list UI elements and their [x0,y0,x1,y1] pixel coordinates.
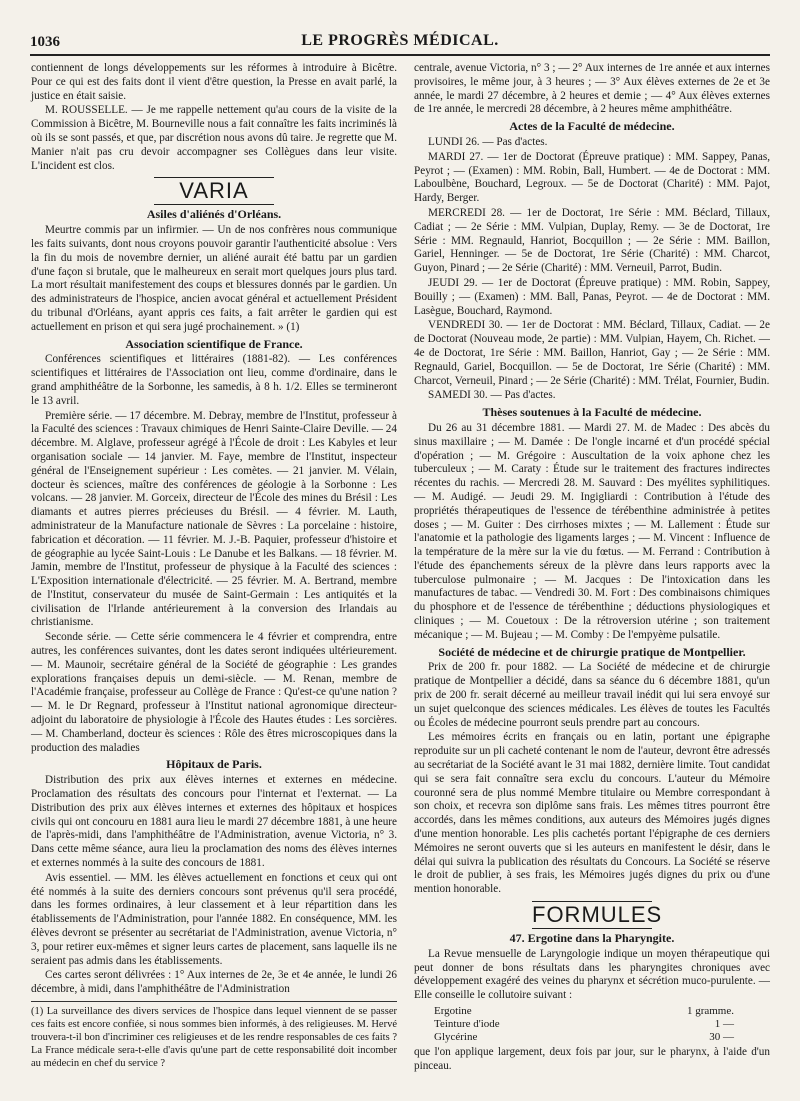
prescription-line [434,1005,770,1018]
paragraph: Distribution des prix aux élèves internes et externes en médecine. Proclamation des résultats des concours pour l'internat et l'externat. — La Distribution des prix aux élèves internes et externes des hôpitaux et hospices civils qui ont concouru en 1881 aura lieu le mardi 27 décembre 1881, à une heure de l'après-midi, dans l'amphithéâtre de l'Administration, avenue Victoria, n° 3. Dans cette même séance, aura lieu la proclamation des noms des élèves internes et externes nommés à la suite des concours de 1881. [31,774,397,870]
paragraph: SAMEDI 30. — Pas d'actes. [428,389,556,402]
paragraph: Les mémoires écrits en français ou en latin, portant une épigraphe reproduite sur un pli cacheté contenant le nom de l'auteur, devront être adressés au secrétariat de la Société avant le 31 mai 1882, dernière limite. Tout candidat qui se sera fait connaître sera exclu du concours. L'auteur du Mémoire couronné sera de plus nommé Membre titulaire ou Membre correspondant à son choix, et recevra son diplôme sans frais. Les mêmes titres pourront être accordés, dans les mêmes conditions, aux auteurs des Mémoires jugés dignes d'une mention honorable. Les plis cachetés portant l'épigraphe de ces derniers Mémoires ne seront ouverts que si les auteurs en manifestent le désir, dans le délai qui suivra la publication des résultats du Concours. La Société se réserve le droit de publier, à ses frais, les Mémoires jugés dignes du prix ou d'une mention honorable. [414,731,770,896]
section-heading: Hôpitaux de Paris. [166,757,262,772]
paragraph: MARDI 27. — 1er de Doctorat (Épreuve pratique) : MM. Sappey, Panas, Peyrot ; — (Examen) : MM. Robin, Ball, Humbert. — 4e de Doctorat : MM. Laboulbène, Bouchard, Legroux. — 5e de Doctorat (Charité) : MM. Pajot, Hardy, Berger. [414,150,770,205]
paragraph: Avis essentiel. — MM. les élèves actuellement en fonctions et ceux qui ont été nommés à la suite des derniers concours sont prévenus qu'il sera procédé, dans les formes ordinaires, à leur classement et à leur répartition dans les établissements de l'Administration, pour l'année 1882. En conséquence, MM. les élèves devront se présenter au secrétariat de l'Administration, avenue Victoria, n° 3, pour retirer eux-mêmes et signer leurs cartes de placement, sans laquelle ils ne seraient pas admis dans les établissements. [31,871,397,967]
footnote: (1) La surveillance des divers services de l'hospice dans lequel viennent de se passer ces faits est encore confiée, si nous sommes bien informés, à des religieuses. M. Hervé trouvera-t-il bon d'incriminer ces religieuses et de les rendre responsables de ces faits ? La France médicale sera-t-elle d'avis qu'une part de cette responsabilité doit incomber au médecin en chef du service ? [31,1001,397,1070]
paragraph: Du 26 au 31 décembre 1881. — Mardi 27. M. de Madec : Des abcès du sinus maxillaire ; — M. Damée : De l'ongle incarné et d'un procédé spécial d'opération ; — M. Grégoire : Auscultation de la voix aphone chez les tuberculeux ; — M. Caraty : Étude sur le traitement des fractures indirectes récentes du rachis. — Mercredi 28. M. Sauvard : Des myélites syphilitiques. — M. Audigé. — Jeudi 29. M. Ingigliardi : Contribution à l'étude des propriétés thérapeutiques de l'essence de térébenthine administrée à petites doses ; — M. Guiter : Des cirrhoses mixtes ; — M. Lallement : Étude sur l'anatomie et la pathologie des ligaments larges ; — M. Vincent : Influence de la température de la mère sur la vie du fœtus. — M. Ferrand : Contribution à l'étude des épanchements séreux de la plèvre dans leurs rapports avec la tuberculose pulmonaire ; — M. Jacques : De l'intoxication dans les manufactures de tabac. — Vendredi 30. M. Fort : Des combinaisons chimiques du phosphore et de l'essence de térébenthine ; déductions physiologiques et cliniques ; — M. Couetoux : De la rétroversion utérine ; son traitement mécanique ; — M. Bujeau ; — M. Comby : De l'empyème pulsatile. [414,421,770,641]
quantity: 1 — [714,1018,734,1030]
paragraph: centrale, avenue Victoria, n° 3 ; — 2° Aux internes de 1re année et aux internes provisoires, le même jour, à 3 heures ; — 3° Aux élèves externes de 2e et 3e année, le mardi 27 décembre, à 2 heures et demie ; — 4° Aux élèves externes de 1re année, le mercredi 28 décembre, à 2 heures même amphithéâtre. [414,62,770,116]
journal-title: LE PROGRÈS MÉDICAL. [301,32,499,49]
section-heading: Association scientifique de France. [125,336,303,351]
section-heading: Thèses soutenues à la Faculté de médecine. [482,405,702,420]
prescription-line [434,1018,770,1031]
page-number: 1036 [30,34,60,50]
ingredient: Ergotine [434,1005,472,1017]
prescription [434,1005,770,1044]
paragraph: Conférences scientifiques et littéraires (1881-82). — Les conférences scientifiques et littéraires de l'Association ont lieu, comme d'ordinaire, dans le grand amphithéâtre de la Sorbonne, les samedis, à 8 h. 1/2. Elles se termineront le 13 avril. [31,353,397,407]
section-heading: Asiles d'aliénés d'Orléans. [146,207,282,222]
paragraph: que l'on applique largement, deux fois par jour, sur le pharynx, à l'aide d'un pinceau. [414,1046,770,1072]
ingredient: Teinture d'iode [434,1018,500,1030]
formules-heading: FORMULES [532,902,663,928]
section-heading: Actes de la Faculté de médecine. [509,119,675,134]
ingredient: Glycérine [434,1031,478,1043]
section-heading: 47. Ergotine dans la Pharyngite. [509,931,675,946]
paragraph: Prix de 200 fr. pour 1882. — La Société de médecine et de chirurgie pratique de Montpellier a décidé, dans sa séance du 6 décembre 1881, qu'un prix de 200 fr. serait décerné au meilleur travail inédit qui lui sera envoyé sur un sujet quelconque des sciences médicales. Les élèves de toutes les Facultés ou Écoles de médecine pourront seuls prendre part au concours. [414,661,770,729]
section-heading: Société de médecine et de chirurgie pratique de Montpellier. [438,644,746,659]
paragraph: Seconde série. — Cette série commencera le 4 février et comprendra, entre autres, les conférences suivantes, dont les dates seront indiquées ultérieurement. — M. Maunoir, secrétaire général de la Société de géographie : Les grandes explorations françaises depuis un demi-siècle. — M. Renan, membre de l'Académie française, professeur au Collège de France : Qu'est-ce qu'une nation ? — M. le Dr Regnard, professeur à l'Institut national agronomique directeur-adjoint du laboratoire de physiologie à l'École des Hautes études : Les sorcières. — M. Chamberland, docteur ès sciences : Rôle des êtres microscopiques dans la production des maladies [31,631,397,754]
page-header [30,32,770,56]
left-column [31,62,397,1070]
paragraph: contiennent de longs développements sur les réformes à introduire à Bicêtre. Pour ce qui est des faits dont il vient d'être question, la Presse en avait parlé, la justice en était saisie. [31,62,397,102]
right-column [414,62,770,1075]
prescription-line [434,1031,770,1044]
paragraph: Première série. — 17 décembre. M. Debray, membre de l'Institut, professeur à la Faculté des sciences : Travaux chimiques de Henri Sainte-Claire Deville. — 24 décembre. M. Alglave, professeur agrégé à l'École de droit : Les Kabyles et leur organisation sociale — 14 janvier. M. Faye, membre de l'Institut, inspecteur général de l'Enseignement supérieur : Les comètes. — 21 janvier. M. Vélain, docteur ès sciences, maître des conférences de géologie à la Sorbonne : Les volcans. — 28 janvier. M. Gorceix, directeur de l'École des mines du Brésil : Les diamants et autres pierres précieuses du Brésil. — 4 février. M. Lauth, administrateur de la Manufacture nationale de Sèvres : La porcelaine : histoire, fabrication et décoration. — 11 février. M. J.-B. Paquier, professeur d'histoire et de géographie au lycée Saint-Louis : Le Danube et les Balkans. — 18 février. M. Jamin, membre de l'Institut, professeur de physique à la Faculté des sciences : L'Exposition internationale d'électricité. — 25 février. M. A. Bertrand, membre de l'Institut, conservateur du musée de Saint-Germain : Les antiquités et la civilisation de l'Irlande antérieurement à la conversion des Irlandais au christianisme. [31,409,397,629]
paragraph: Meurtre commis par un infirmier. — Un de nos confrères nous communique les faits suivants, dont nous croyons pouvoir garantir l'authenticité absolue : Vers la fin du mois de novembre dernier, un aliéné aurait été battu par un gardien d'une façon si brutale, que le malheureux en serait mort quelques jours plus tard. La mort résultait manifestement des coups et blessures donnés par le gardien. Un des administrateurs de l'hospice, ancien avocat général et actuellement Président du tribunal d'Orléans, ayant appris ces faits, a fait arrêter le gardien qui est actuellement en prison et qui sera jugé prochainement. » (1) [31,224,397,333]
paragraph: Ces cartes seront délivrées : 1° Aux internes de 2e, 3e et 4e année, le lundi 26 décembre, à midi, dans l'amphithéâtre de l'Administration [31,969,397,996]
varia-heading: VARIA [154,177,274,205]
quantity: 1 gramme. [686,1005,734,1017]
paragraph: La Revue mensuelle de Laryngologie indique un moyen thérapeutique qui peut donner de bons résultats dans les pharyngites chroniques avec développement exagéré des veines du pharynx et sécrétion muco-purulente. — Elle conseille le collutoire suivant : [414,947,770,1002]
paragraph: JEUDI 29. — 1er de Doctorat (Épreuve pratique) : MM. Robin, Sappey, Bouilly ; — (Examen) : MM. Ball, Panas, Peyrot. — 4e de Doctorat : MM. Lasègue, Bouchard, Raymond. [414,276,770,317]
paragraph: MERCREDI 28. — 1er de Doctorat, 1re Série : MM. Béclard, Tillaux, Cadiat ; — 2e Série : MM. Vulpian, Duplay, Remy. — 3e de Doctorat, 1re Série : MM. Regnauld, Hanriot, Bocquillon ; — 2e Série : MM. Baillon, Gariel, Henninger. — 5e de Doctorat, 1re Série (Charité) : MM. Charcot, Guyon, Pinard ; — 2e Série (Charité) : MM. Verneuil, Parrot, Budin. [414,206,770,275]
paragraph: VENDREDI 30. — 1er de Doctorat : MM. Béclard, Tillaux, Cadiat. — 2e de Doctorat (Nouveau mode, 2e partie) : MM. Vulpian, Hayem, Ch. Richet. — 4e de Doctorat, 1re Série : MM. Baillon, Hanriot, Gay ; — 2e Série : MM. Regnauld, Gariel, Bocquillon. — 5e de Doctorat, 1re Série (Charité) : MM. Charcot, Verneuil, Pinard ; — 2e Série (Charité) : MM. Trélat, Fournier, Budin. [414,319,770,387]
paragraph: M. ROUSSELLE. — Je me rappelle nettement qu'au cours de la visite de la Commission à Bicêtre, M. Bourneville nous a fait connaître les faits incriminés là où ils se sont passés, et que, par discrétion nous avons dû taire. Je regrette que M. Manier n'ait pas cru devoir accompagner ses Collègues dans leur visite. L'incident est clos. [31,104,397,172]
quantity: 30 — [709,1031,734,1043]
paragraph: LUNDI 26. — Pas d'actes. [428,135,548,148]
